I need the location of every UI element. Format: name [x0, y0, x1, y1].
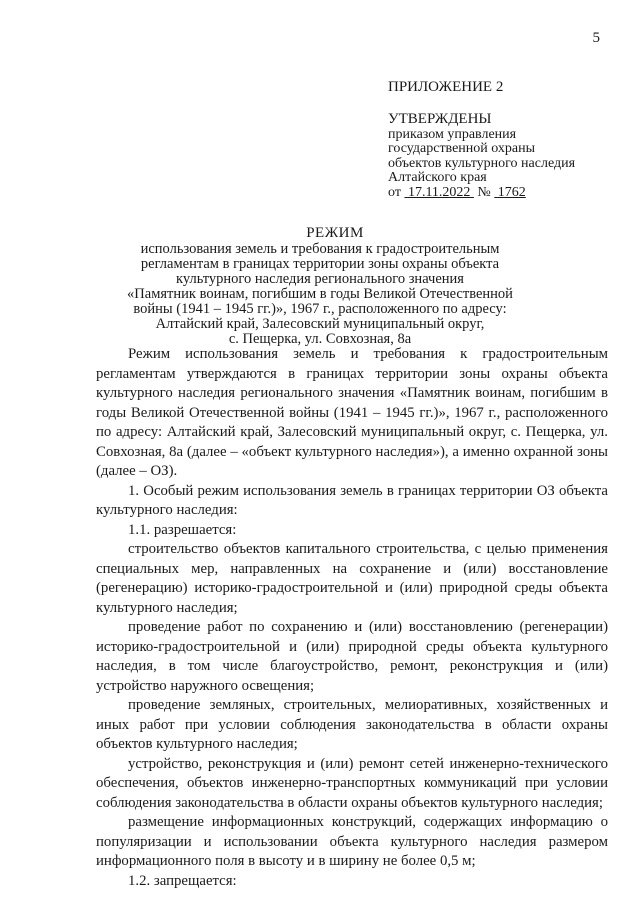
- subtitle-line: войны (1941 – 1945 гг.)», 1967 г., расположенного по адресу:: [133, 301, 507, 317]
- number-prefix: №: [477, 184, 491, 200]
- approval-date-line: [388, 186, 575, 201]
- intro-paragraph: Режим использования земель и требования к градостроительным регламентам утверждаются в границах территории зоны охраны объекта культурного наследия регионального значения «Памятник воинам, погибшим в годы Великой Отечественной войны (1941 – 1945 гг.)», 1967 г., расположенного по адресу: Алтайский край, Залесовский муниципальный округ, с. Пещерка, ул. Совхозная, 8а (далее – «объект культурного наследия»), а именно охранной зоны (далее – ОЗ).: [96, 346, 608, 479]
- subtitle-line: культурного наследия регионального значения: [176, 271, 464, 287]
- appendix-label: ПРИЛОЖЕНИЕ 2: [388, 79, 504, 95]
- list-item: устройство, реконструкция и (или) ремонт сетей инженерно-технического обеспечения, объектов инженерно-транспортных коммуникаций при условии соблюдения законодательства в области охраны объектов культурного наследия;: [96, 755, 608, 811]
- list-item: проведение работ по сохранению и (или) восстановлению (регенерации) историко-градостроительной и (или) природной среды объекта культурного наследия, в том числе благоустройство, ремонт, реконструкция и (или) устройство наружного освещения;: [96, 619, 608, 694]
- subtitle-line: «Памятник воинам, погибшим в годы Великой Отечественной: [127, 286, 513, 302]
- approval-line: объектов культурного наследия: [388, 155, 576, 171]
- subtitle-line: с. Пещерка, ул. Совхозная, 8а: [228, 331, 412, 347]
- approval-number: 1762: [497, 184, 526, 200]
- approval-line: приказом управления: [388, 126, 517, 142]
- approval-block: [388, 112, 575, 200]
- subsection-heading: 1.1. разрешается:: [128, 521, 237, 538]
- subtitle-line: Алтайский край, Залесовский муниципальный округ,: [155, 316, 485, 332]
- approval-line: государственной охраны: [388, 141, 536, 156]
- subtitle-line: использования земель и требования к градостроительным: [140, 241, 500, 257]
- document-title-block: [0, 225, 640, 347]
- list-item: строительство объектов капитального строительства, с целью применения специальных мер, направленных на сохранение и (или) восстановление (регенерацию) историко-градостроительной и (или) природной среды объекта культурного наследия;: [96, 541, 608, 616]
- date-prefix: от: [388, 184, 401, 200]
- list-item: проведение земляных, строительных, мелиоративных, хозяйственных и иных работ при условии соблюдения законодательства в области охраны объектов культурного наследия;: [96, 697, 608, 752]
- document-body: [96, 345, 608, 891]
- list-item: размещение информационных конструкций, содержащих информацию о популяризации и использовании объекта культурного наследия размером информационного поля в высоту и в ширину не более 0,5 м;: [96, 814, 608, 869]
- approval-heading: УТВЕРЖДЕНЫ: [388, 111, 492, 127]
- page-number: 5: [592, 30, 600, 46]
- section-heading: 1. Особый режим использования земель в границах территории ОЗ объекта культурного наследия:: [96, 482, 608, 518]
- approval-date: 17.11.2022: [407, 184, 471, 200]
- subsection-heading: 1.2. запрещается:: [128, 872, 237, 889]
- document-title: РЕЖИМ: [306, 225, 364, 241]
- subtitle-line: регламентам в границах территории зоны охраны объекта: [140, 256, 500, 272]
- approval-line: Алтайского края: [388, 170, 487, 185]
